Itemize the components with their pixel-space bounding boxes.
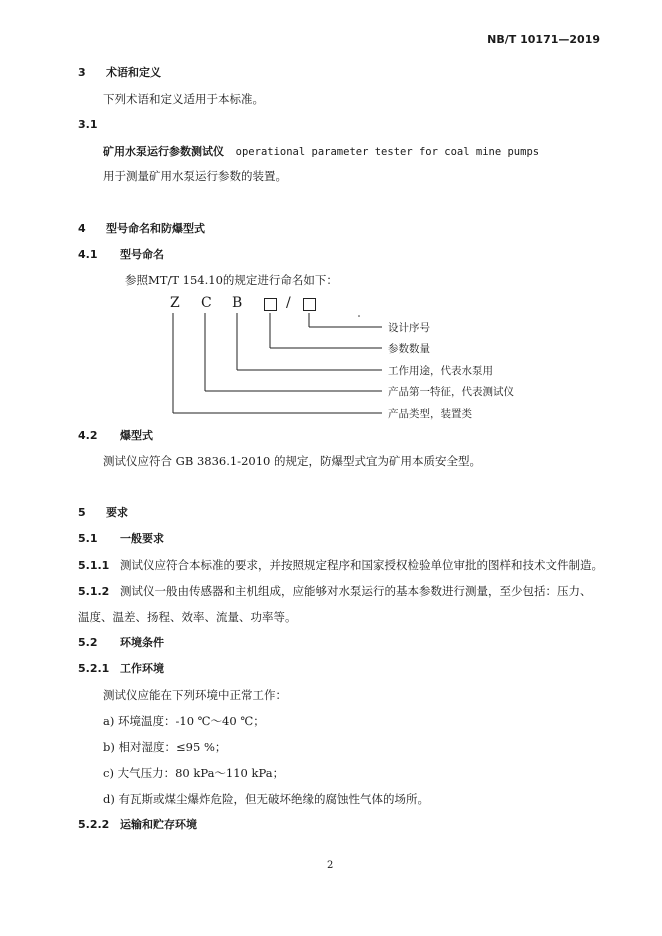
label-parameter-count: 参数数量 [388,343,430,355]
section-3-intro: 下列术语和定义适用于本标准。 [103,92,264,106]
section-title: 要求 [106,506,128,519]
clause-3-1-number: 3.1 [78,118,98,131]
clause-number: 5.1 [78,532,98,545]
code-slash: / [286,295,291,311]
clause-number: 5.2 [78,636,98,649]
label-design-serial: 设计序号 [388,322,430,334]
clause-5-2-2-heading [78,817,197,833]
section-number: 3 [78,66,86,79]
clause-title: 环境条件 [120,636,164,649]
term-english: operational parameter tester for coal mine pumps [235,146,540,158]
clause-5-2-heading [78,635,164,651]
code-letter-b: B [232,295,243,311]
list-marker: b) [103,740,115,754]
clause-number: 5.2.1 [78,662,110,675]
list-marker: d) [103,792,115,806]
code-letter-z: Z [170,295,180,311]
clause-title: 型号命名 [120,248,164,261]
label-product-type: 产品类型，装置类 [388,408,472,420]
clause-5-1-heading [78,531,164,547]
term-chinese: 矿用水泵运行参数测试仪 [103,145,224,158]
clause-number: 5.1.2 [78,585,110,598]
clause-text-line1: 测试仪一般由传感器和主机组成，应能够对水泵运行的基本参数进行测量，至少包括：压力、 [120,584,592,598]
label-work-purpose: 工作用途，代表水泵用 [388,365,493,377]
list-text: 相对湿度：≤95 %； [118,740,227,754]
clause-text: 测试仪应符合本标准的要求，并按照规定程序和国家授权检验单位审批的图样和技术文件制造。 [120,558,603,572]
clause-5-1-2 [78,583,592,600]
list-item [103,765,284,781]
list-text: 有瓦斯或煤尘爆炸危险，但无破坏绝缘的腐蚀性气体的场所。 [118,792,430,806]
working-env-intro: 测试仪应能在下列环境中正常工作： [103,688,287,702]
list-text: 大气压力：80 kPa～110 kPa； [117,766,285,780]
list-marker: c) [103,766,114,780]
clause-5-1-2-continuation: 温度、温差、扬程、效率、流量、功率等。 [78,610,297,624]
list-item [103,739,226,755]
code-letter-c: C [201,295,212,311]
list-item [103,713,265,729]
page-number: 2 [327,860,334,871]
clause-title: 工作环境 [120,662,164,675]
clause-title: 运输和贮存环境 [120,818,197,831]
section-number: 4 [78,222,86,235]
section-title: 术语和定义 [106,66,161,79]
list-text: 环境温度：-10 ℃～40 ℃； [118,714,265,728]
list-marker: a) [103,714,115,728]
clause-title: 一般要求 [120,532,164,545]
clause-5-1-1 [78,557,603,574]
clause-title: 爆型式 [120,429,153,442]
clause-number: 5.1.1 [78,559,110,572]
section-5-heading [78,505,128,521]
clause-5-2-1-heading [78,661,164,677]
clause-number: 4.2 [78,429,98,442]
term-definition: 用于测量矿用水泵运行参数的装置。 [103,169,287,183]
explosion-proof-text: 测试仪应符合 GB 3836.1-2010 的规定，防爆型式宜为矿用本质安全型。 [103,454,481,468]
clause-4-2-heading [78,428,153,444]
clause-number: 4.1 [78,248,98,261]
naming-intro: 参照MT/T 154.10的规定进行命名如下： [125,273,338,287]
section-title: 型号命名和防爆型式 [106,222,205,235]
standard-code: NB/T 10171—2019 [487,33,600,46]
clause-number: 5.2.2 [78,818,110,831]
list-item [103,791,429,807]
section-number: 5 [78,506,86,519]
label-first-feature: 产品第一特征，代表测试仪 [388,386,514,398]
